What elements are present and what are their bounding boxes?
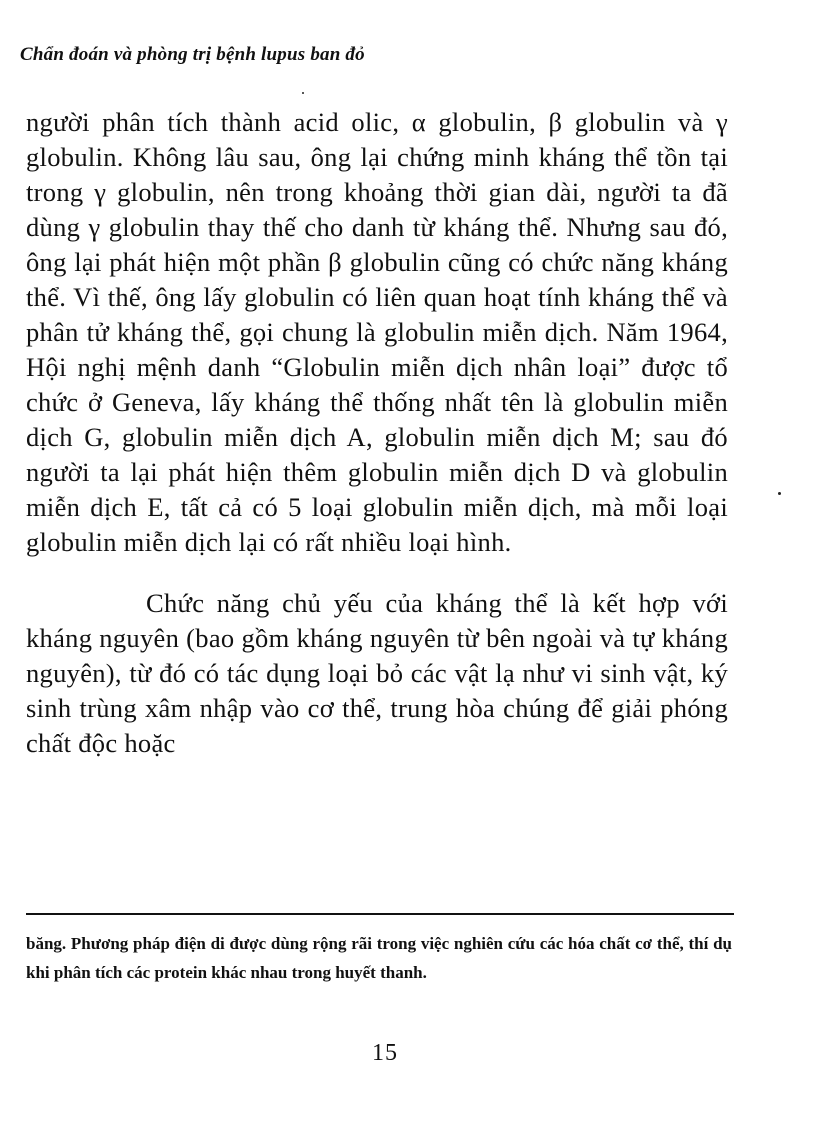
page-number: 15 bbox=[372, 1040, 398, 1066]
scan-speck bbox=[778, 492, 781, 495]
main-text bbox=[26, 105, 728, 761]
paragraph-1: người phân tích thành acid olic, α globulin, β globulin và γ globulin. Không lâu sau, ông lại chứng minh kháng thể tồn tại trong γ globulin, nên trong khoảng thời gian dài, người ta đã dùng γ globulin thay thế cho danh từ kháng thể. Nhưng sau đó, ông lại phát hiện một phần β globulin cũng có chức năng kháng thể. Vì thế, ông lấy globulin có liên quan hoạt tính kháng thể và phân tử kháng thể, gọi chung là globulin miễn dịch. Năm 1964, Hội nghị mệnh danh “Globulin miễn dịch nhân loại” được tổ chức ở Geneva, lấy kháng thể thống nhất tên là globulin miễn dịch G, globulin miễn dịch A, globulin miễn dịch M; sau đó người ta lại phát hiện thêm globulin miễn dịch D và globulin miễn dịch E, tất cả có 5 loại globulin miễn dịch, mà mỗi loại globulin miễn dịch lại có rất nhiều loại hình. bbox=[26, 107, 728, 557]
running-header: Chẩn đoán và phòng trị bệnh lupus ban đỏ bbox=[20, 44, 365, 65]
footnote: băng. Phương pháp điện di được dùng rộng rãi trong việc nghiên cứu các hóa chất cơ thể, thí dụ khi phân tích các protein khác nhau trong huyết thanh. bbox=[26, 934, 732, 982]
footnote-separator bbox=[26, 913, 734, 915]
scan-speck bbox=[302, 92, 304, 94]
paragraph-2: Chức năng chủ yếu của kháng thể là kết hợp với kháng nguyên (bao gồm kháng nguyên từ bên ngoài và tự kháng nguyên), từ đó có tác dụng loại bỏ các vật lạ như vi sinh vật, ký sinh trùng xâm nhập vào cơ thể, trung hòa chúng để giải phóng chất độc hoặc bbox=[26, 588, 728, 758]
